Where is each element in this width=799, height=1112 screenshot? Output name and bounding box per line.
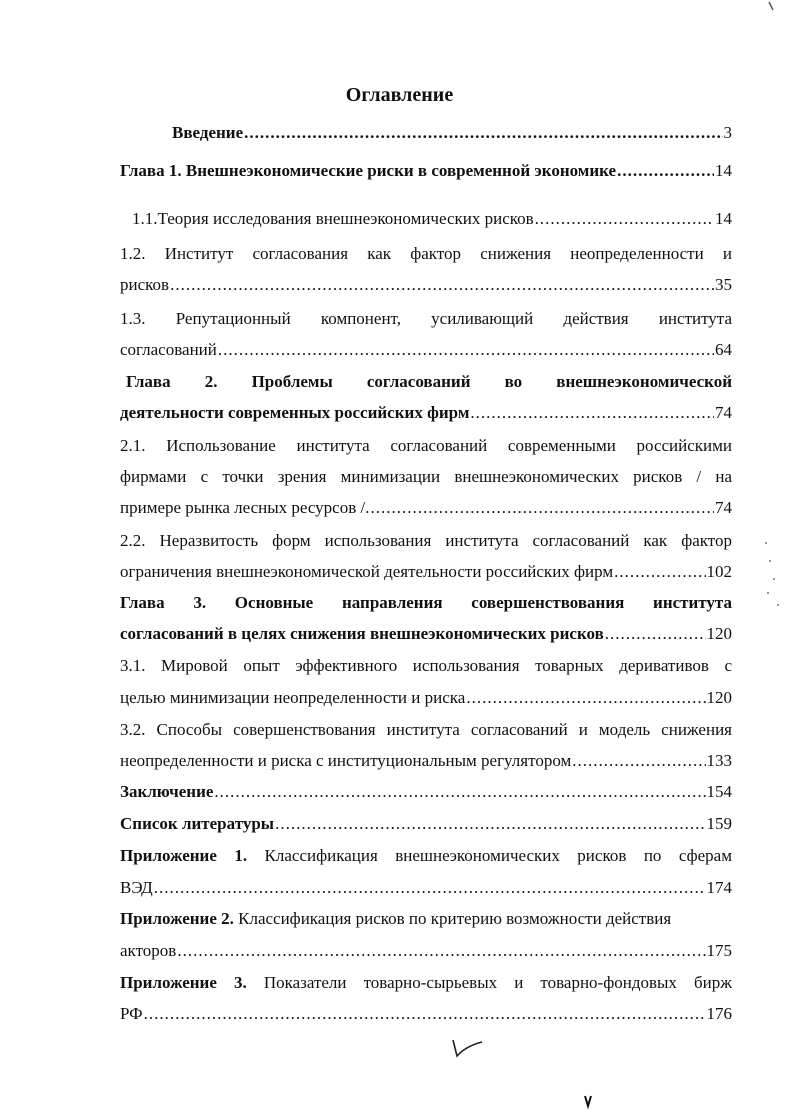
toc-leader (144, 999, 706, 1029)
toc-entry-appendix-1 (120, 873, 732, 903)
scan-artifact-mark (583, 1094, 593, 1110)
toc-page: 120 (706, 688, 732, 707)
appendix-title: Классификация рисков по критерию возможности действия (238, 909, 672, 928)
toc-entry-chapter-3-line1: Глава 3. Основные направления совершенствования института (120, 593, 732, 612)
toc-label: ВЭД (120, 878, 153, 897)
toc-leader (218, 335, 714, 365)
appendix-number: Приложение 3. (120, 973, 247, 992)
toc-label: целью минимизации неопределенности и риска (120, 688, 466, 707)
toc-page: 133 (706, 751, 732, 770)
toc-page: 120 (706, 624, 732, 643)
toc-entry-appendix-3 (120, 999, 732, 1029)
toc-leader (617, 156, 714, 186)
toc-leader (177, 936, 705, 966)
toc-entry-chapter-1 (120, 156, 732, 186)
handwritten-check-mark (448, 1036, 488, 1060)
toc-label: деятельности современных российских фирм (120, 403, 470, 422)
toc-entry-appendix-2 (120, 936, 732, 966)
toc-page: 176 (706, 1004, 732, 1023)
toc-page: 3 (723, 123, 732, 142)
scan-noise-marks (760, 535, 784, 615)
toc-entry-appendix-2-line1 (120, 904, 732, 934)
appendix-number: Приложение 2. (120, 909, 234, 928)
appendix-title: Показатели товарно-сырьевых и товарно-фондовых бирж (263, 973, 732, 992)
page-title: Оглавление (345, 84, 454, 106)
toc-leader (470, 398, 714, 428)
toc-label: примере рынка лесных ресурсов /. (120, 498, 370, 517)
toc-page: 64 (715, 340, 732, 359)
toc-entry-appendix-1-line1 (120, 841, 732, 871)
toc-page: 74 (715, 498, 732, 517)
toc-entry-section-2-1-line2: фирмами с точки зрения минимизации внешнеэкономических рисков / на (120, 467, 732, 486)
toc-page: 14 (715, 161, 732, 180)
toc-label: Заключение (120, 782, 214, 801)
toc-entry-literature (120, 809, 732, 839)
toc-entry-section-1-2 (120, 270, 732, 300)
toc-label: рисков (120, 275, 170, 294)
toc-leader (466, 683, 705, 713)
toc-page: 154 (706, 782, 732, 801)
toc-entry-section-2-2 (120, 557, 732, 587)
toc-label: Список литературы (120, 814, 275, 833)
toc-page: 175 (706, 941, 732, 960)
toc-page: 174 (706, 878, 732, 897)
scan-corner-mark (765, 0, 795, 12)
toc-label: Глава 1. Внешнеэкономические риски в современной экономике (120, 161, 617, 180)
toc-leader (275, 809, 705, 839)
toc-label: акторов (120, 941, 177, 960)
toc-label: неопределенности и риска с институциональным регулятором (120, 751, 572, 770)
toc-entry-appendix-3-line1 (120, 968, 732, 998)
toc-page: 35 (715, 275, 732, 294)
toc-page: 14 (715, 209, 732, 228)
toc-leader (535, 204, 714, 234)
toc-entry-section-2-1 (120, 493, 732, 523)
toc-leader (154, 873, 706, 903)
toc-label: 1.1.Теория исследования внешнеэкономических рисков (132, 209, 534, 228)
toc-entry-conclusion (120, 777, 732, 807)
toc-entry-intro (120, 118, 732, 148)
toc-leader (614, 557, 705, 587)
toc-label: согласований в целях снижения внешнеэкономических рисков (120, 624, 604, 643)
toc-leader (370, 493, 714, 523)
toc-entry-chapter-2 (120, 398, 732, 428)
toc-leader (605, 619, 706, 649)
toc-page: 102 (706, 562, 732, 581)
toc-label: РФ (120, 1004, 143, 1023)
toc-entry-section-1-3-line1: 1.3. Репутационный компонент, усиливающий действия института (120, 309, 732, 328)
toc-label: Введение (172, 123, 244, 142)
toc-entry-section-1-1 (120, 204, 732, 234)
toc-entry-section-3-2 (120, 746, 732, 776)
appendix-title: Классификация внешнеэкономических рисков по сферам (264, 846, 732, 865)
toc-entry-section-3-2-line1: 3.2. Способы совершенствования института согласований и модель снижения (120, 720, 732, 739)
toc-entry-chapter-2-line1: Глава 2. Проблемы согласований во внешнеэкономической (126, 372, 732, 391)
toc-entry-section-2-1-line1: 2.1. Использование института согласований современными российскими (120, 436, 732, 455)
toc-entry-section-2-2-line1: 2.2. Неразвитость форм использования института согласований как фактор (120, 531, 732, 550)
toc-leader (170, 270, 714, 300)
toc-page: 159 (706, 814, 732, 833)
toc-entry-section-3-1 (120, 683, 732, 713)
appendix-number: Приложение 1. (120, 846, 248, 865)
toc-entry-section-1-3 (120, 335, 732, 365)
toc-page: 74 (715, 403, 732, 422)
toc-entry-section-3-1-line1: 3.1. Мировой опыт эффективного использования товарных деривативов с (120, 656, 732, 675)
toc-entry-chapter-3 (120, 619, 732, 649)
toc-leader (572, 746, 705, 776)
toc-leader (244, 118, 722, 148)
toc-label: ограничения внешнеэкономической деятельности российских фирм (120, 562, 614, 581)
toc-label: согласований (120, 340, 217, 359)
toc-leader (214, 777, 705, 807)
toc-entry-section-1-2-line1: 1.2. Институт согласования как фактор снижения неопределенности и (120, 244, 732, 263)
